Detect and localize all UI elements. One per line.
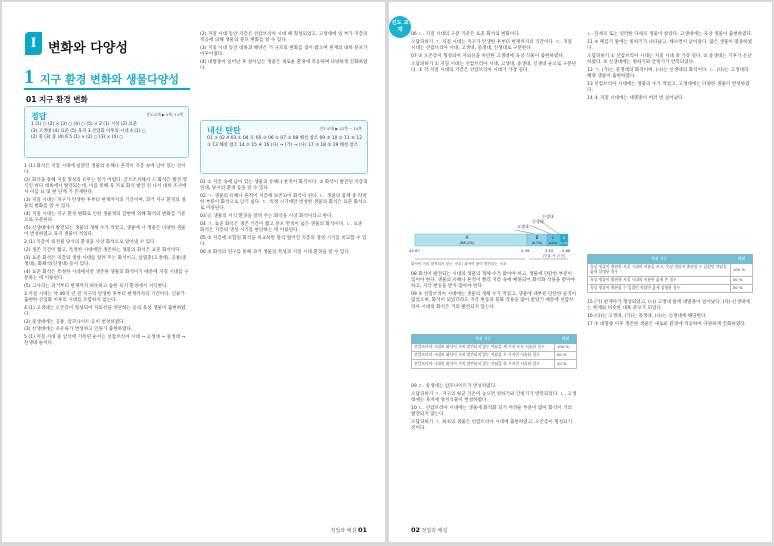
paragraph: 오답피하기 ㄱ. 지질 시대는 지구가 탄생한 후부터 현재까지의 기간이다. ㄷ. 지질 시대는 선캄브리아 시대, 고생대, 중생대, 신생대로 구분한다. (411, 39, 572, 51)
answer-line: (3) 고생대 (4) 표준 (5) 육지 3 산업화 이후의 시대 4 (1) ○ (31, 128, 146, 134)
paragraph: 4 (1) 고생대는 오존층이 형성되어 자외선을 차단하는 등의 육상 생물이 출현하였다. (24, 305, 186, 317)
answer-box-meta: 진도교재 ▶ 5쪽, 11쪽 (145, 112, 183, 117)
footer-label: 정답과 해설 (421, 528, 448, 534)
unit-test-answers: 01 ③ 02 A 03 ① 04 ⓓ 05 ③ 06 ② 07 ③ 08 해설 참조 09 ⑤ 10 ② 11 ⑥ 12 ③ 13 해설 참조 14 ② 15 ④ 16 (다) → (가) → (나) 17 ③ 18 ⑤ 19 해설 참조 (207, 136, 362, 148)
paragraph: 17 ③ 대멸종 이후 생존한 생물은 새로운 환경에 적응하여 다양하게 진화하였다. (587, 321, 747, 327)
paragraph: 오답피하기 ㄱ. 최초의 생물은 선캄브리아 시대에 출현하였고, 오존층이 형성되기 전이다. (411, 419, 573, 431)
table-cell: 육상 생물이 출현한 지질 시대의 이름을 쓰고, 육상 생물이 출현할 수 있었던 까닭을 옳게 설명한 경우 (588, 264, 731, 277)
table-cell: 선캄브리아 시대의 화석이 거의 발견되지 않는 까닭을 한 가지만 서술한 경우 (412, 360, 555, 368)
segment-b-label: B (535, 235, 539, 240)
table-cell: 육상 생물이 출현할 수 있었던 까닭만 옳게 설명한 경우 (588, 285, 731, 293)
paragraph: 04 ㄱ. 표준 화석은 생존 기간이 짧고 분포 면적이 넓은 생물의 화석이다. ㄴ. 표준 화석은 지층의 생성 시기를 판단하는 데 이용된다. (200, 222, 363, 234)
paragraph: 오답피하기 ① 지질 시대는 선캄브리아 시대, 고생대, 중생대, 신생대 순으로 구분된다. ② 각 지질 시대의 기간은 선캄브리아 시대가 가장 길다. (411, 61, 577, 73)
segment-a-percent: (88.2%) (459, 240, 475, 245)
paragraph: (5) 신생대에서 발견되는 생물의 개체 수가 작았고, 생물에 사 생물은 다양한 생물이 번성하였고 육지 생물이 적었다. (24, 226, 186, 238)
segment-c-label: C (551, 236, 555, 240)
axis-value: 45.67 (409, 248, 420, 253)
paragraph: 10 ㄴ. 선캄브리아 시대에는 생물에 화석화 되기 어려운 부분이 많아 화석이 거의 발견되지 않는다. (411, 405, 572, 417)
answer-line: 1 (1) ○ (2) × (3) ○ (4) ○ (5) × 2 (1) 시상 (2) 표준 (31, 122, 137, 127)
page-number: 02 (411, 526, 421, 534)
answer-box-title: 정답 (31, 112, 47, 121)
right-page (389, 2, 772, 542)
table-cell: 100 % (731, 264, 753, 277)
left-column-2 (200, 32, 368, 74)
unit-test-box (200, 120, 368, 174)
paragraph: (4) 표준 화석은 특정한 시대에서만 생존한 생물의 화석이기 때문에 지질 시대를 구분하는 데 이용된다. (24, 269, 189, 281)
grading-table-header: 배점 (555, 335, 577, 344)
paragraph: (5) 고사리는 과거부터 현재까지 따뜻하고 습한 육지 환경에서 서식한다. (24, 283, 168, 289)
left-page (2, 2, 385, 542)
answer-box-body (31, 122, 146, 142)
section-title: 지구 환경 변화와 생물다양성 (40, 73, 179, 86)
table-row (412, 360, 577, 368)
right-column-2 (587, 32, 753, 104)
geologic-timeline-diagram (407, 212, 577, 268)
chapter-number: I (25, 32, 42, 55)
paragraph: 07 ③ 오존층이 형성되어 자외선을 차단한 고생대에 육상 식물이 출현하였다. (411, 53, 565, 59)
table-row (412, 352, 577, 360)
table-row (588, 264, 753, 277)
section-number: 1 (24, 66, 34, 88)
right-column-1-tail (411, 384, 577, 434)
paragraph: 11 ④ 페름기 말에는 빙하기가 나타났고, 해수면이 낮아졌다. 많은 생물이 멸종하였다. (587, 39, 753, 51)
left-column-2-explanations (200, 180, 368, 258)
paragraph: (3) 지질 시대는 지구가 탄생한 후부터 현재까지의 기간이며, 과거 지구 환경의 생물의 변화를 알 수 있다. (24, 198, 186, 210)
paragraph: 01 ① 지층 속에 남아 있는 생물의 유해나 흔적이 화석이다. ② 화석이 발견된 지층의 연대, 당시의 환경 등을 알 수 있다. (200, 180, 368, 192)
table-cell: 선캄브리아 시대의 화석이 거의 발견되지 않는 까닭을 세 가지 모두 서술한 경우 (412, 344, 555, 352)
table-cell: 선캄브리아 시대의 화석이 거의 발견되지 않는 까닭을 두 가지만 서술한 경우 (412, 352, 555, 360)
table-row (412, 344, 577, 352)
paragraph: 오답피하기 ① 선캄브리아 시대는 지질 시대 중 가장 길다. ② 중생대는 기후가 온난하였다. ③ 신생대에는 빙하기와 간빙기가 반복되었다. (587, 53, 752, 65)
segment-a-label: A (465, 236, 469, 241)
table-cell: 50 % (731, 276, 753, 284)
paragraph: 02 ㄱ. 생물의 유해나 흔적이 지층에 보존되어 화석이 된다. ㄴ. 생물의 몸체 중 딱딱한 부분이 화석으로 남기 쉽다. ㄷ. 특정 시기에만 번성한 생물의 화석은 표준 화석으로 이용된다. (200, 194, 367, 212)
timeline-label-paleozoic: 고생대 (517, 224, 529, 229)
table-cell: 50 % (731, 285, 753, 293)
paragraph: 5 (1) 지질 시대 중 암석에 기록된 순서는 선캄브리아 시대 → 고생대 → 중생대 → 신생대 순이다. (24, 335, 186, 347)
paragraph: 05 ③ 지층에 포함된 화석을 비교하면 멀리 떨어진 지층의 생성 시기를 비교할 수 있다. (200, 236, 367, 248)
segment-b-percent: (6.7%) (531, 241, 543, 245)
table-cell: 50 % (555, 352, 577, 360)
segment-d-percent: (1.1%) (560, 242, 568, 245)
edu-badge: 진도 교재 (389, 16, 411, 38)
chapter-title: 변화와 다양성 (48, 41, 128, 56)
table-row (588, 276, 753, 284)
paragraph: 15 (가) 판게아가 형성되었고, (나) 고생대 말에 대멸종이 일어났다. (다) 신생대에는 현재와 비슷한 대륙 분포가 되었다. (587, 300, 750, 312)
paragraph: 09 ㄷ. 중생대는 암모나이트가 번성하였다. (411, 384, 497, 389)
timeline-label-mesozoic: 중생대 (532, 219, 544, 224)
paragraph: 1 (1) 화석은 지질 시대에 살았던 생물의 유해나 흔적이 지층 속에 남아 있는 것이다. (24, 164, 186, 176)
segment-d-label: D (562, 236, 566, 240)
paragraph: (4) 대멸종이 일어난 후 살아남은 생물은 새로운 환경에 적응하며 다양하게 진화하였다. (200, 60, 368, 72)
paragraph: (4) 지질 시대는 지구 환경 변화로 인한 생물계의 급변에 의해 화석의 변화를 기준으로 구분한다. (24, 212, 186, 224)
answer-line: (2) 중 (3) 중 (4) 6 5 (1) × (2) ○ (3) × (4) ○ (31, 135, 124, 140)
axis-unit: (단위: 억 년 전) (543, 254, 565, 258)
paragraph: ㄴ. 단세포 또는 연약한 다세포 생물이 살았다. 고생대에는 육상 생물이 출현하였다. (587, 32, 753, 37)
paragraph: 3 지질 시대는 약 46억 년 전 지구의 탄생한 후부터 현재까지의 기간이다. 인류가 출현한 산업화 이후의 시대를 포함하지 않는다. (24, 291, 185, 303)
paragraph: (3) 신생대에는 포유류가 번성하고 인류가 출현하였다. (24, 327, 133, 333)
paragraph: (2) 생존 기간이 짧고, 특정한 시대에만 생존하는 생물의 화석은 표준 화석이다. (24, 248, 182, 253)
paragraph: 06 ㄴ. 지질 시대의 구분 기준은 표준 화석의 변화이다. (411, 32, 521, 37)
timeline-label-cenozoic: 신생대 (542, 214, 554, 219)
grading-table-header: 배점 (731, 255, 753, 264)
table-cell: 육상 생물이 출현한 지질 시대의 이름만 옳게 쓴 경우 (588, 276, 731, 284)
paragraph: 16 (다)는 고생대, (가)는 중생대, (나)는 신생대에 해당한다. (587, 314, 707, 319)
paragraph: 03 ⓓ 생물의 서식 환경을 알려 주는 화석을 시상 화석이라고 한다. (200, 214, 334, 220)
axis-value: 5.39 (521, 248, 530, 253)
paragraph: 오답피하기 ㄱ. 지구의 평균 기온이 높으면 빙하기와 간빙기가 반복되었다. ㄴ. 고생대에는 육지에 양치식물이 번성하였다. (411, 391, 577, 403)
grading-table-2 (587, 254, 753, 293)
segment-c-percent: (4.0%) (548, 242, 558, 245)
section-divider (24, 88, 190, 90)
unit-test-title: 내신 탄탄 (207, 126, 241, 135)
axis-value: 2.52 (545, 248, 554, 253)
paragraph: (3) 지질 시대 동안 대륙과 해양은 거 규모의 변화를 겪어 왔으며 현재의 대륙 분포가 이루어졌다. (200, 46, 368, 58)
left-column-1 (24, 164, 190, 349)
grading-table (411, 334, 577, 369)
table-cell: 20 % (555, 360, 577, 368)
paragraph: 12 ㄱ. (가)는 중생대의 화석이며, (나)는 신생대의 화석이다. ㄴ. (다)는 고생대의 해양 생물이 출현하였다. (587, 67, 749, 79)
timeline-caption: 화석이 거의 발견되지 않는 시대 / 화석이 많이 발견되는 시대 (411, 262, 506, 266)
footer-label: 정답과 해설 (330, 528, 357, 534)
paragraph: 06 ② 화석의 연구를 통해 과거 생물의 특성과 지질 시대 환경을 알 수 있다. (200, 250, 351, 255)
page-number: 01 (357, 526, 367, 534)
paragraph: (2) 지질 시대 동안 지층은 선캄브리아 시대 때 형성되었고, 고생대에 일 부가 지층의 적응에 의해 생물의 분포 변화를 알 수 있다. (200, 32, 368, 44)
right-column-1-more (411, 272, 577, 312)
paragraph: 2 (1) 지층이 퇴적될 당시의 환경을 사상 화석으로 알아낼 수 있다. (24, 240, 156, 246)
unit-test-meta: 진도교재 ▶ 12쪽 ~ 14쪽 (319, 126, 362, 131)
paragraph: (3) 표준 화석은 지층의 생성 시대를 알려 주는 화석이고, 삼엽충(고생대), 공룡(중생대), 화폐석(신생대) 등이 있다. (24, 255, 187, 267)
grading-table-header: 채점 기준 (412, 335, 555, 344)
table-row (588, 285, 753, 293)
right-column-1 (411, 32, 577, 76)
axis-value: 0.66 (562, 248, 571, 253)
subsection-title: 01 지구 환경 변화 (26, 95, 88, 104)
table-cell: 100 % (555, 344, 577, 352)
answer-box (24, 106, 189, 158)
paragraph: (2) 화석을 통해 지질 형성의 유무는 알기 어렵다. 글쓰조치해서 스 화석은 발견 형식인 바다 대륙에서 발견되는데, 이를 통해 육 지로 화석 발견 된 나서 대륙 조사에서 이를 표 및 현 단계 가 존재한다. (24, 178, 188, 196)
right-footer (411, 526, 447, 534)
paragraph: 13 선캄브리아 시대에는 생물의 수가 적었고, 고생대에는 다양한 생물이 번성하였다. (587, 81, 750, 93)
right-column-2-tail (587, 300, 753, 330)
paragraph: 08 화석이 발견되는 시대의 생물의 개체 수가 많아야 하고, 생물에 단단한 부분이 있어야 한다. 생물의 유해나 흔적이 빨리 지층 속에 매몰되어 화석화 작용을 받아야 하고, 지각 변동을 받지 않아야 한다. (411, 272, 575, 290)
paragraph: 14 ② 지질 시대에는 대멸종이 여러 번 일어났다. (587, 95, 685, 101)
left-footer (331, 526, 367, 534)
paragraph: 09 ⑤ 선캄브리아 시대에는 생물의 개체 수가 적었고, 생물에 대부분 단단한 골격이 없었으며, 화석이 되었더라도 지각 변동과 풍화 작용을 많이 받았기 때문에 선캄브리아 시대의 화석은 거의 발견되지 않는다. (411, 292, 577, 310)
grading-table-header: 채점 기준 (588, 255, 731, 264)
paragraph: (2) 중생대에는 공룡, 암모나이트 등이 번성하였다. (24, 319, 126, 325)
